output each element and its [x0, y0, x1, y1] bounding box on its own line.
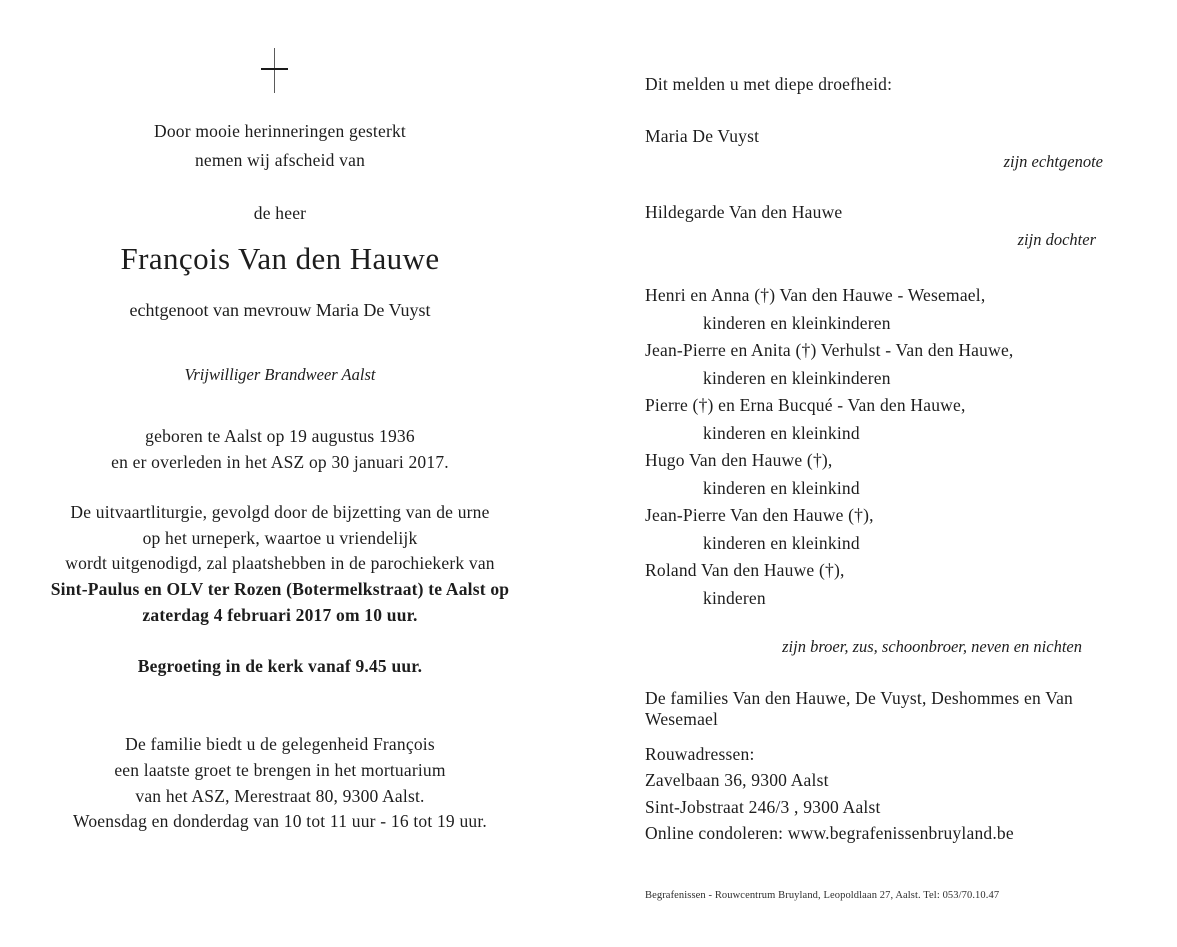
family-entry-names: Jean-Pierre en Anita (†) Verhulst - Van den Hauwe, — [645, 340, 1014, 360]
birth-line: geboren te Aalst op 19 augustus 1936 — [145, 426, 415, 446]
mortuary-line: van het ASZ, Merestraat 80, 9300 Aalst. — [135, 785, 425, 806]
affiliation-line: Vrijwilliger Brandweer Aalst — [184, 365, 376, 384]
mourner-relation: zijn echtgenote — [1003, 152, 1103, 171]
memorial-cross-icon — [261, 48, 288, 93]
relations-line: zijn broer, zus, schoonbroer, neven en nichten — [782, 637, 1082, 656]
announcement-line: Dit melden u met diepe droefheid: — [645, 74, 893, 94]
family-entry-names: Henri en Anna (†) Van den Hauwe - Wesemael, — [645, 285, 986, 305]
funeral-home-footer: Begrafenissen - Rouwcentrum Bruyland, Leopoldlaan 27, Aalst. Tel: 053/70.10.47 — [645, 890, 1000, 901]
family-entry-descendants: kinderen en kleinkinderen — [703, 367, 891, 388]
mourner-relation: zijn dochter — [1017, 230, 1096, 249]
family-entry-names: Jean-Pierre Van den Hauwe (†), — [645, 505, 874, 525]
service-line: De uitvaartliturgie, gevolgd door de bijzetting van de urne — [70, 502, 490, 522]
service-datetime-line: zaterdag 4 februari 2017 om 10 uur. — [142, 604, 418, 625]
families-line: De families Van den Hauwe, De Vuyst, Deshommes en Van Wesemael — [645, 688, 1074, 729]
life-dates — [30, 423, 530, 475]
service-line: op het urneperk, waartoe u vriendelijk — [142, 527, 418, 548]
deceased-name: François Van den Hauwe — [120, 241, 440, 276]
mortuary-info — [30, 732, 530, 835]
intro-verse-line: Door mooie herinneringen gesterkt — [153, 121, 406, 141]
service-line: wordt uitgenodigd, zal plaatshebben in de parochiekerk van — [65, 553, 495, 574]
family-entry-descendants: kinderen en kleinkinderen — [703, 312, 891, 333]
service-location-line: Sint-Paulus en OLV ter Rozen (Botermelkstraat) te Aalst op — [50, 579, 510, 600]
mortuary-line: een laatste groet te brengen in het mortuarium — [114, 759, 446, 780]
family-entry-descendants: kinderen — [703, 587, 766, 608]
mortuary-line: De familie biedt u de gelegenheid François — [125, 734, 435, 754]
cross-vertical-bar — [274, 48, 276, 93]
address-line: Sint-Jobstraat 246/3 , 9300 Aalst — [645, 796, 881, 817]
salutation: de heer — [253, 203, 307, 223]
intro-verse-line: nemen wij afscheid van — [194, 150, 366, 170]
intro-verse — [30, 117, 530, 175]
family-entry-descendants: kinderen en kleinkind — [703, 422, 860, 443]
address-line: Zavelbaan 36, 9300 Aalst — [645, 770, 829, 791]
mourning-addresses — [645, 741, 1145, 846]
spouse-line: echtgenoot van mevrouw Maria De Vuyst — [129, 300, 431, 320]
family-entry-names: Roland Van den Hauwe (†), — [645, 560, 845, 580]
family-entry-names: Pierre (†) en Erna Bucqué - Van den Hauwe, — [645, 395, 966, 415]
greeting-line: Begroeting in de kerk vanaf 9.45 uur. — [137, 656, 423, 676]
family-list — [645, 282, 1145, 612]
family-entry-descendants: kinderen en kleinkind — [703, 532, 860, 553]
family-entry-names: Hugo Van den Hauwe (†), — [645, 450, 833, 470]
cross-horizontal-bar — [261, 68, 288, 70]
mourner-name: Hildegarde Van den Hauwe — [645, 202, 843, 222]
addresses-header: Rouwadressen: — [645, 744, 755, 764]
mourner-name: Maria De Vuyst — [645, 126, 760, 146]
address-line: Online condoleren: www.begrafenissenbruyland.be — [645, 822, 1014, 843]
mortuary-line: Woensdag en donderdag van 10 tot 11 uur - 16 tot 19 uur. — [73, 811, 487, 832]
family-entry-descendants: kinderen en kleinkind — [703, 477, 860, 498]
service-announcement — [30, 500, 530, 629]
death-line: en er overleden in het ASZ op 30 januari 2017. — [111, 452, 449, 472]
